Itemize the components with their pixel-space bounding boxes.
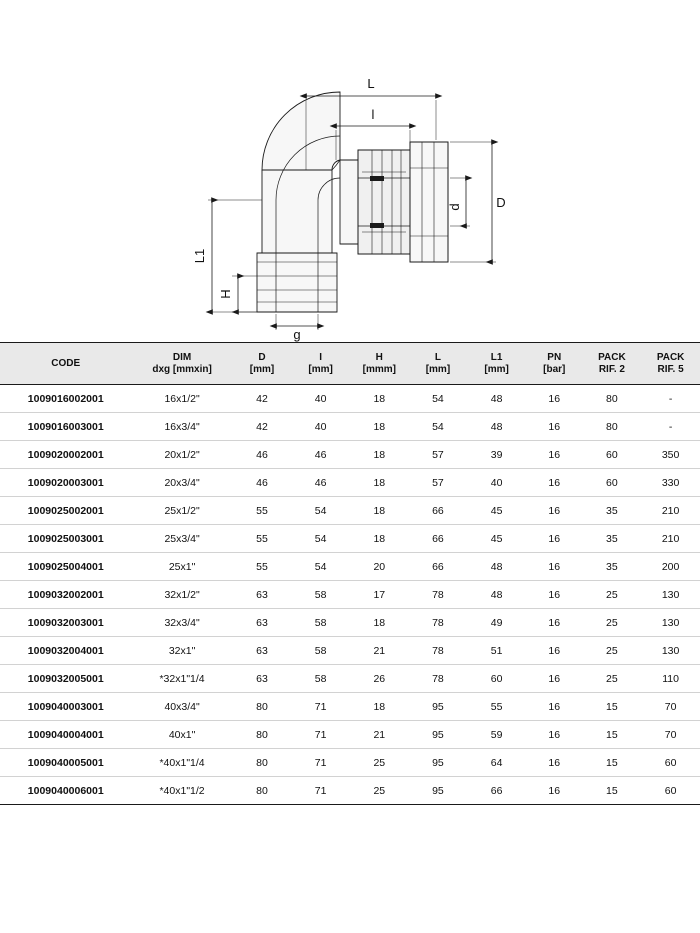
cell-code: 1009032002001 [0,581,132,609]
column-header-h-line2: [mmm] [362,363,396,375]
cell-pack-rif2: 60 [583,469,642,497]
cell-pn: 16 [526,497,583,525]
cell-h: 18 [350,385,409,413]
table-row [0,469,700,497]
column-header-pack-rif2-line2: RIF. 2 [598,363,625,375]
cell-l1: 49 [467,609,526,637]
column-header-l1-line2: [mm] [484,363,509,375]
cell-l1: 45 [467,497,526,525]
column-header-h-line1: H [375,351,383,363]
cell-pack-rif5: 130 [641,637,700,665]
cell-pn: 16 [548,784,561,797]
cell-l1: 55 [467,693,526,721]
table-row [0,553,700,581]
cell-h: 18 [350,469,409,497]
cell-dim: *40x1"1/2 [159,784,205,797]
cell-l: 57 [409,469,468,497]
cell-d-outer: 63 [233,581,292,609]
cell-code: 1009040005001 [0,749,132,777]
cell-i: 54 [291,497,350,525]
table-row [0,385,700,413]
cell-pn: 16 [526,525,583,553]
cell-h: 18 [350,525,409,553]
cell-pn: 16 [526,553,583,581]
cell-dim: *32x1"1/4 [132,665,233,693]
column-header-pn [526,343,583,385]
cell-pack-rif2: 60 [583,441,642,469]
cell-code: 1009040006001 [27,784,104,797]
table-row [0,413,700,441]
column-header-pack-rif5-line2: RIF. 5 [657,363,684,375]
cell-i: 58 [291,665,350,693]
cell-h: 25 [373,784,386,797]
table-row [0,609,700,637]
column-header-d-outer [233,343,292,385]
cell-l: 66 [409,553,468,581]
cell-l1: 40 [467,469,526,497]
cell-h: 17 [350,581,409,609]
cell-i: 58 [291,609,350,637]
cell-d-outer: 55 [233,525,292,553]
cell-pn: 16 [526,581,583,609]
cell-pn: 16 [526,749,583,777]
cell-pack-rif5: 110 [641,665,700,693]
dimension-label-g: g [293,327,301,342]
technical-drawing [0,0,700,342]
cell-l: 54 [409,385,468,413]
cell-pack-rif5: 210 [641,525,700,553]
cell-l: 78 [409,637,468,665]
cell-pack-rif2: 25 [583,665,642,693]
table-row [0,693,700,721]
cell-code: 1009016002001 [0,385,132,413]
cell-d-outer: 55 [233,553,292,581]
cell-h: 18 [350,497,409,525]
cell-dim: 25x1" [132,553,233,581]
table-header-row [0,343,700,385]
cell-pack-rif2: 15 [583,721,642,749]
cell-i: 40 [291,385,350,413]
cell-pn: 16 [526,693,583,721]
column-header-i-line1: I [319,351,323,363]
column-header-code-line1: CODE [51,357,81,369]
column-header-l1 [467,343,526,385]
cell-l: 78 [409,665,468,693]
cell-l: 57 [409,441,468,469]
cell-h: 18 [350,413,409,441]
cell-h: 18 [350,441,409,469]
table-row [0,721,700,749]
cell-i: 54 [291,525,350,553]
cell-pack-rif2: 35 [583,525,642,553]
cell-l: 78 [409,581,468,609]
cell-code: 1009020002001 [0,441,132,469]
cell-h: 21 [350,721,409,749]
column-header-d-outer-line1: D [258,351,266,363]
cell-i: 54 [291,553,350,581]
cell-dim: 20x1/2" [132,441,233,469]
cell-l1: 60 [467,665,526,693]
cell-pn: 16 [526,665,583,693]
column-header-l-line2: [mm] [425,363,451,375]
cell-i: 46 [291,441,350,469]
cell-l1: 45 [467,525,526,553]
cell-pn: 16 [526,609,583,637]
cell-i: 71 [291,721,350,749]
cell-pn: 16 [526,637,583,665]
cell-pack-rif2: 15 [583,749,642,777]
table-row [0,525,700,553]
cell-pn: 16 [526,441,583,469]
cell-dim: 16x1/2" [132,385,233,413]
cell-l: 78 [409,609,468,637]
cell-d-outer: 63 [233,665,292,693]
column-header-pack-rif2 [583,343,642,385]
cell-pn: 16 [526,469,583,497]
cell-dim: 16x3/4" [132,413,233,441]
cell-pack-rif5: 70 [641,693,700,721]
cell-code: 1009032005001 [0,665,132,693]
cell-pack-rif2: 35 [583,497,642,525]
column-header-d-outer-line2: [mm] [249,363,275,375]
table-header [0,343,700,385]
cell-code: 1009025003001 [0,525,132,553]
cell-pack-rif5: 70 [641,721,700,749]
cell-pack-rif5: 60 [664,784,677,797]
column-header-dim-line2: dxg [mmxin] [152,363,212,375]
cell-pack-rif2: 25 [583,581,642,609]
cell-l: 54 [409,413,468,441]
cell-pack-rif5: 210 [641,497,700,525]
column-header-h [350,343,409,385]
table-row [0,497,700,525]
column-header-i-line2: [mm] [308,363,333,375]
cell-pack-rif5: 330 [641,469,700,497]
cell-pack-rif2: 25 [583,637,642,665]
table-row [0,777,700,805]
cell-dim: 25x1/2" [132,497,233,525]
cell-pack-rif2: 80 [583,413,642,441]
cell-i: 46 [291,469,350,497]
dimension-label-L1: L1 [192,248,207,264]
dimension-label-d: d [447,203,462,211]
cell-dim: 32x3/4" [132,609,233,637]
cell-pack-rif5: 350 [641,441,700,469]
cell-pack-rif5: - [641,413,700,441]
cell-l1: 48 [467,385,526,413]
table-row [0,441,700,469]
cell-pack-rif2: 15 [583,693,642,721]
table-row [0,665,700,693]
table-row [0,581,700,609]
cell-d-outer: 55 [233,497,292,525]
cell-i: 58 [291,581,350,609]
cell-l: 95 [432,784,444,797]
specification-table [0,342,700,805]
cell-l: 66 [409,497,468,525]
cell-l1: 48 [467,413,526,441]
cell-d-outer: 63 [233,637,292,665]
cell-l1: 51 [467,637,526,665]
column-header-pack-rif5-line1: PACK [656,351,685,363]
column-header-pn-line2: [bar] [543,363,566,375]
table-row [0,637,700,665]
cell-l: 95 [409,721,468,749]
cell-h: 18 [350,693,409,721]
cell-d-outer: 80 [233,749,292,777]
cell-d-outer: 46 [233,469,292,497]
column-header-i [291,343,350,385]
cell-l1: 59 [467,721,526,749]
cell-pack-rif2: 35 [583,553,642,581]
dimension-label-H: H [218,289,233,299]
cell-l1: 39 [467,441,526,469]
cell-d-outer: 80 [256,784,268,797]
cell-pn: 16 [526,413,583,441]
column-header-l1-line1: L1 [490,351,503,363]
cell-l: 95 [409,693,468,721]
cell-h: 21 [350,637,409,665]
cell-code: 1009025004001 [0,553,132,581]
table-body [0,385,700,805]
cell-dim: 32x1" [132,637,233,665]
cell-i: 71 [314,784,327,797]
cell-dim: 32x1/2" [132,581,233,609]
cell-l1: 48 [467,553,526,581]
column-header-l [409,343,468,385]
column-header-l-line1: L [434,351,441,363]
cell-l: 66 [409,525,468,553]
cell-l1: 48 [467,581,526,609]
cell-pack-rif2: 80 [583,385,642,413]
cell-pack-rif5: 130 [641,581,700,609]
cell-pack-rif2: 25 [583,609,642,637]
dimension-label-D: D [496,195,506,210]
cell-code: 1009032003001 [0,609,132,637]
cell-dim: 40x3/4" [132,693,233,721]
cell-pack-rif2: 15 [606,784,618,797]
column-header-dim-line1: DIM [172,351,192,363]
cell-l: 95 [409,749,468,777]
cell-pack-rif5: - [641,385,700,413]
cell-pn: 16 [526,721,583,749]
column-header-pn-line1: PN [547,351,562,363]
cell-d-outer: 63 [233,609,292,637]
cell-h: 18 [350,609,409,637]
cell-code: 1009040003001 [0,693,132,721]
cell-pn: 16 [526,385,583,413]
dimension-label-L: L [367,76,375,91]
cell-l1: 66 [490,784,503,797]
cell-d-outer: 80 [233,693,292,721]
cell-code: 1009025002001 [0,497,132,525]
cell-code: 1009020003001 [0,469,132,497]
dimension-label-l: l [371,107,375,122]
cell-l1: 64 [467,749,526,777]
column-header-pack-rif2-line1: PACK [598,351,626,363]
cell-i: 40 [291,413,350,441]
cell-d-outer: 46 [233,441,292,469]
cell-dim: 40x1" [132,721,233,749]
cell-pack-rif5: 130 [641,609,700,637]
cell-d-outer: 42 [233,413,292,441]
cell-i: 71 [291,749,350,777]
cell-d-outer: 80 [233,721,292,749]
cell-h: 25 [350,749,409,777]
cell-i: 71 [291,693,350,721]
cell-pack-rif5: 200 [641,553,700,581]
column-header-code [0,343,132,385]
cell-pack-rif5: 60 [641,749,700,777]
cell-code: 1009032004001 [0,637,132,665]
column-header-dim [132,343,233,385]
cell-dim: *40x1"1/4 [132,749,233,777]
table-row [0,749,700,777]
cell-d-outer: 42 [233,385,292,413]
cell-h: 26 [350,665,409,693]
cell-h: 20 [350,553,409,581]
cell-code: 1009040004001 [0,721,132,749]
cell-code: 1009016003001 [0,413,132,441]
cell-dim: 20x3/4" [132,469,233,497]
column-header-pack-rif5 [641,343,700,385]
cell-i: 58 [291,637,350,665]
cell-dim: 25x3/4" [132,525,233,553]
